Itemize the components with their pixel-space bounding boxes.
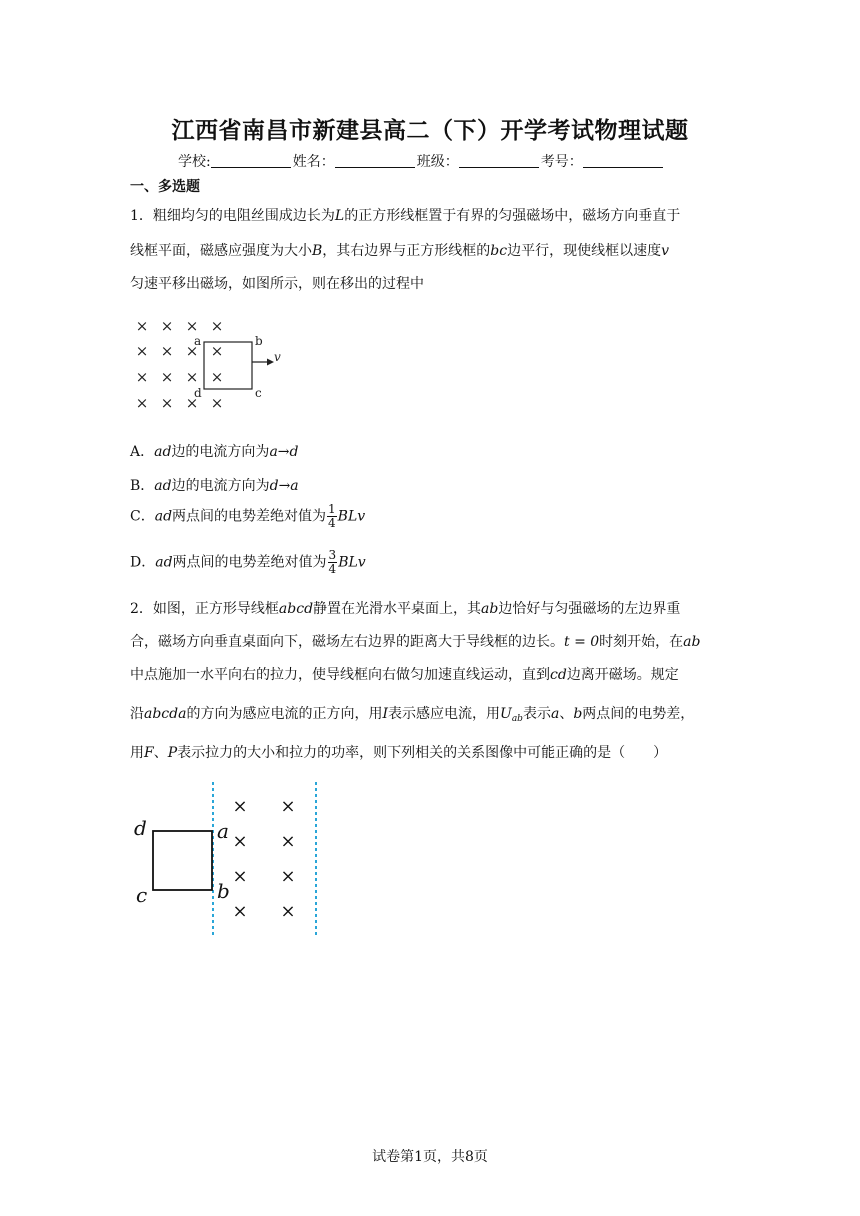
field-cross: × xyxy=(135,368,149,386)
student-info-line xyxy=(178,151,665,171)
field-cross: × xyxy=(185,368,199,386)
fraction-one-quarter: $\frac{1}{4}$ xyxy=(328,502,336,530)
field-cross: × xyxy=(210,394,224,412)
class-blank xyxy=(459,153,539,168)
field-cross: × xyxy=(232,796,248,817)
q2-line3: 中点施加一水平向右的拉力，使导线框向右做匀加速直线运动，直到cd边离开磁场。规定 xyxy=(130,667,679,683)
q1-line2: 线框平面，磁感应强度为大小B，其右边界与正方形线框的bc边平行，现使线框以速度v xyxy=(130,243,670,259)
field-cross: × xyxy=(160,342,174,360)
field-cross: × xyxy=(185,317,199,335)
field-cross: × xyxy=(280,796,296,817)
class-label: 班级： xyxy=(416,154,459,170)
vertex-b-label: b xyxy=(255,334,263,348)
field-cross: × xyxy=(160,368,174,386)
field-cross: × xyxy=(232,901,248,922)
field-cross: × xyxy=(135,394,149,412)
vertex-d-label: d xyxy=(134,816,147,840)
q1-option-d: D．ad两点间的电势差绝对值为 $\frac{3}{4}$ BLv xyxy=(130,548,366,576)
fraction-three-quarters: $\frac{3}{4}$ xyxy=(328,548,337,576)
vertex-c-label: c xyxy=(136,883,148,907)
number-label: 考号： xyxy=(540,154,583,170)
page-footer: 试卷第1页，共8页 xyxy=(372,1149,488,1165)
field-cross: × xyxy=(160,317,174,335)
q1-line1: 1．粗细均匀的电阻丝围成边长为L的正方形线框置于有界的匀强磁场中，磁场方向垂直于 xyxy=(130,208,681,224)
field-cross: × xyxy=(135,342,149,360)
velocity-arrow-head xyxy=(267,359,274,366)
school-label: 学校: xyxy=(178,154,211,170)
vertex-a-label: a xyxy=(194,334,202,348)
q2-figure xyxy=(128,780,328,940)
vertex-a-label: a xyxy=(217,819,229,843)
q1-option-c: C．ad两点间的电势差绝对值为 $\frac{1}{4}$ BLv xyxy=(130,502,366,530)
field-cross: × xyxy=(232,831,248,852)
field-cross: × xyxy=(210,368,224,386)
q2-line5: 用F、P表示拉力的大小和拉力的功率，则下列相关的关系图像中可能正确的是（ ） xyxy=(130,745,668,761)
q2-line4: 沿abcda的方向为感应电流的正方向，用I表示感应电流，用$U_{ab}$表示a、b两点间的电势差， xyxy=(130,706,695,724)
field-cross: × xyxy=(280,831,296,852)
field-cross: × xyxy=(210,317,224,335)
q2-line1: 2．如图，正方形导线框abcd静置在光滑水平桌面上，其ab边恰好与匀强磁场的左边界重 xyxy=(130,601,681,617)
field-cross: × xyxy=(160,394,174,412)
q1-option-b: B．ad边的电流方向为d→a xyxy=(130,478,299,494)
q1-figure xyxy=(128,312,288,416)
vertex-d-label: d xyxy=(194,386,202,400)
velocity-label: v xyxy=(274,350,281,364)
name-blank xyxy=(335,153,415,168)
q2-line2: 合，磁场方向垂直桌面向下，磁场左右边界的距离大于导线框的边长。t = 0时刻开始，在ab xyxy=(130,634,701,650)
school-blank xyxy=(211,153,291,168)
field-cross: × xyxy=(185,342,199,360)
field-cross: × xyxy=(210,342,224,360)
square-frame xyxy=(153,831,212,890)
number-blank xyxy=(583,153,663,168)
q1-line3: 匀速平移出磁场，如图所示，则在移出的过程中 xyxy=(130,276,424,292)
vertex-c-label: c xyxy=(255,386,262,400)
section-heading: 一、多选题 xyxy=(130,179,200,195)
field-cross: × xyxy=(232,866,248,887)
field-cross: × xyxy=(280,901,296,922)
field-cross: × xyxy=(280,866,296,887)
field-cross: × xyxy=(135,317,149,335)
vertex-b-label: b xyxy=(217,879,230,903)
page-title: 江西省南昌市新建县高二（下）开学考试物理试题 xyxy=(171,118,689,144)
q1-option-a: A．ad边的电流方向为a→d xyxy=(130,444,299,460)
name-label: 姓名： xyxy=(292,154,335,170)
field-cross: × xyxy=(185,394,199,412)
